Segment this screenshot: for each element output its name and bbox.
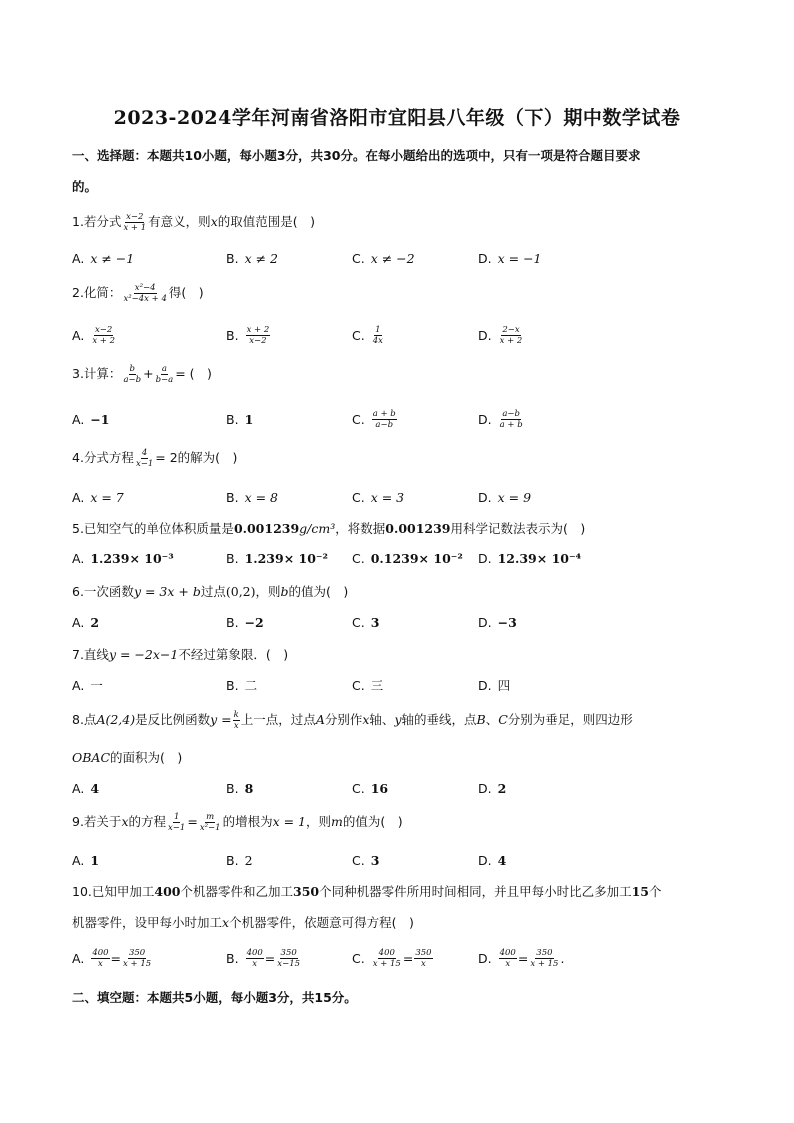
q9-eq: = [187,814,198,829]
q4-option-c[interactable] [352,484,404,510]
q6-options [72,609,732,635]
option-fraction-right [529,948,559,969]
q1-option-a[interactable] [72,245,134,271]
frac-den: x [421,958,426,969]
q8-option-d[interactable] [478,775,506,801]
q10-options [72,945,732,971]
equals-sign: = [264,950,276,966]
frac-den: x [98,958,103,969]
q6-var: b [280,584,289,599]
q8-text-4: 分别作 [324,712,363,727]
q8-point: A(2,4) [96,712,136,727]
option-text: −1 [90,411,110,427]
section-fill-line1: 二、填空题：本题共5小题，每小题3分，共15分。 [72,990,357,1005]
q8-text-7: 分别为垂足，则四边形 [507,712,633,727]
option-text: 三 [370,678,384,693]
q10-text: 10.已知甲加工 [72,884,155,899]
q10-option-a[interactable] [72,945,153,971]
frac-num: 400 [92,947,109,958]
option-label: C. [352,489,365,505]
q8-expr: y = [210,712,232,727]
q3-options [72,406,732,432]
option-text: 0.1239× 10⁻² [370,550,463,566]
option-label: C. [352,852,365,868]
section-choice-line1: 一、选择题：本题共10小题，每小题3分，共30分。在每小题给出的选项中，只有一项是符合题目要求 [72,148,641,163]
option-label: C. [352,677,365,693]
q6-text-4: 的值为( ) [288,584,349,599]
option-label: D. [478,780,492,796]
option-text: 一 [90,678,103,693]
q5-option-d[interactable] [478,545,581,571]
q4-text: 4.分式方程 [72,450,134,465]
option-text: 4 [90,780,100,796]
q7-option-b[interactable] [226,672,257,698]
q9-expr: x = 1 [272,814,307,829]
option-label: C. [352,411,365,427]
q4-option-d[interactable] [478,484,531,510]
question-2 [72,283,732,304]
q1-option-d[interactable] [478,245,542,271]
question-9 [72,812,732,833]
q10-option-b[interactable] [226,945,302,971]
frac-den: x + 2 [92,335,116,346]
q10-text-5: 机器零件，设甲每小时加工 [72,915,223,930]
option-fraction [246,325,271,346]
frac-num: a [161,364,167,374]
section-choice-line2: 的。 [72,179,98,194]
frac-num: 350 [536,947,553,958]
option-text: 4 [497,852,507,868]
q8-text-8: 的面积为( ) [110,750,183,765]
q9-option-c[interactable] [352,847,379,873]
option-text: 1.239× 10⁻³ [90,550,174,566]
q3-text: 3.计算： [72,366,122,381]
option-text: 12.39× 10⁻⁴ [497,550,582,566]
option-label: A. [72,327,85,343]
option-fraction-right [276,948,301,969]
q8-option-b[interactable] [226,775,253,801]
frac-num: 2−x [502,324,520,335]
q8-shape: OBAC [72,750,111,765]
frac-den: x [505,958,511,969]
q10-num-2: 350 [293,884,320,899]
equals-sign: = [110,950,122,966]
option-fraction [91,325,116,346]
frac-num: 400 [246,947,263,958]
option-label: B. [226,780,239,796]
q3-text-2: = ( ) [175,366,212,381]
frac-den: a−b [375,419,394,430]
option-label: B. [226,852,239,868]
q10-text-4: 个 [649,884,662,899]
option-fraction-right [122,948,152,969]
option-text: 8 [244,780,254,796]
option-label: A. [72,950,85,966]
frac-num: m [206,812,215,822]
q2-options [72,322,732,348]
frac-num: a−b [502,408,520,419]
q5-text-2: ，将数据 [335,521,386,536]
option-text: 2 [90,614,100,630]
question-8-line2 [72,748,732,766]
frac-num: 350 [280,947,297,958]
equals-sign: = [517,950,529,966]
frac-den: 4x [372,335,383,346]
option-label: D. [478,852,492,868]
option-label: A. [72,677,85,693]
option-label: B. [226,411,239,427]
q3-fraction-1 [122,364,142,385]
frac-num: 400 [378,947,395,958]
frac-den: x−1 [135,459,154,469]
q2-option-a[interactable] [72,322,117,348]
q8-sep: 、 [485,712,499,727]
option-fraction-left [91,948,109,969]
q6-point: (0,2) [225,584,256,599]
option-label: A. [72,550,85,566]
q2-option-b[interactable] [226,322,271,348]
option-label: C. [352,614,365,630]
q9-fraction-2 [199,812,222,833]
option-text: 1 [90,852,100,868]
q7-option-a[interactable] [72,672,103,698]
q3-option-d[interactable] [478,406,525,432]
option-fraction-right [414,948,432,969]
q8-var-y: y [394,712,402,727]
question-5 [72,519,732,537]
frac-num: 350 [128,947,146,958]
option-label: A. [72,780,85,796]
q2-option-d[interactable] [478,322,524,348]
question-10-line2 [72,913,732,931]
q8-var-b: B [476,712,486,727]
q5-text-3: 用科学记数法表示为( ) [450,521,586,536]
q1-fraction [122,212,147,233]
q8-option-a[interactable] [72,775,99,801]
frac-num: 350 [415,947,432,958]
option-label: B. [226,250,239,266]
q9-var-m: m [331,814,343,829]
section-fill-heading [72,982,722,1013]
q1-frac-den: x + 1 [123,223,147,233]
option-text: −3 [497,614,517,630]
option-text: x = 7 [90,489,124,505]
option-label: C. [352,950,365,966]
q7-text-2: 不经过第象限．( ) [178,647,289,662]
q7-expr: y = −2x−1 [108,647,179,662]
option-label: D. [478,489,492,505]
q3-option-a[interactable] [72,406,109,432]
option-label: B. [226,950,239,966]
q10-text-6: 个机器零件，依题意可得方程( ) [229,915,414,930]
q9-option-a[interactable] [72,847,99,873]
option-label: B. [226,614,239,630]
q4-option-a[interactable] [72,484,124,510]
q3-option-b[interactable] [226,406,253,432]
question-3 [72,364,732,385]
option-label: D. [478,550,492,566]
option-label: D. [478,677,492,693]
frac-num: x + 2 [246,324,270,335]
frac-num: x−2 [95,324,113,335]
equals-sign: = [402,950,414,966]
q9-text-5: 的值为( ) [342,814,403,829]
option-label: C. [352,550,365,566]
q10-num-3: 15 [631,884,650,899]
q9-option-b[interactable] [226,847,253,873]
option-fraction-left [246,948,264,969]
question-7 [72,645,732,663]
q4-text-2: = 2的解为( ) [155,450,238,465]
q10-option-c[interactable] [352,945,434,971]
q1-frac-num: x−2 [126,212,144,222]
q1-option-c[interactable] [352,245,415,271]
frac-den: x + 15 [530,958,559,969]
frac-num: b [129,364,135,374]
q4-option-b[interactable] [226,484,278,510]
q5-option-c[interactable] [352,545,463,571]
q6-expr: y = 3x + b [133,584,201,599]
option-label: A. [72,614,85,630]
page-title: 2023-2024学年河南省洛阳市宜阳县八年级（下）期中数学试卷 [113,107,681,129]
frac-num: a + b [372,408,396,419]
q9-text-4: ，则 [306,814,332,829]
option-text: x = 8 [244,489,278,505]
q6-option-a[interactable] [72,609,99,635]
q4-options [72,484,732,510]
q6-option-b[interactable] [226,609,264,635]
q3-plus: + [143,366,154,381]
option-text: x ≠ −1 [90,250,135,266]
q10-option-d[interactable] [478,945,564,971]
q1-text: 1.若分式 [72,214,122,229]
option-fraction [372,409,397,430]
frac-den: x [252,958,258,969]
option-label: C. [352,780,365,796]
option-label: B. [226,327,239,343]
q9-text: 9.若关于 [72,814,122,829]
option-label: B. [226,677,239,693]
q8-text-6: 轴的垂线，点 [401,712,477,727]
q3-fraction-2 [155,364,175,385]
q9-text-2: 的方程 [128,814,167,829]
frac-den: x [233,721,239,731]
q9-var: x [121,814,129,829]
q7-option-c[interactable] [352,672,383,698]
option-fraction-left [372,948,402,969]
option-label: A. [72,852,85,868]
option-label: D. [478,950,492,966]
frac-den: x−15 [277,958,301,969]
q6-option-d[interactable] [478,609,517,635]
q5-text: 5.已知空气的单位体积质量是 [72,521,234,536]
question-8 [72,710,732,731]
q6-option-c[interactable] [352,609,379,635]
option-text: 3 [370,614,380,630]
option-label: D. [478,411,492,427]
option-label: D. [478,614,492,630]
option-label: B. [226,550,239,566]
q2-text-2: 得( ) [168,285,204,300]
q6-text-3: ，则 [255,584,281,599]
q7-options [72,672,732,698]
q1-text-2: 有意义，则 [148,214,211,229]
frac-den: x + 15 [123,958,152,969]
frac-num: 1 [173,812,180,822]
option-text: 3 [370,852,380,868]
q8-var-x: x [362,712,370,727]
option-text: −2 [244,614,264,630]
q8-text-2: 是反比例函数 [135,712,211,727]
q5-option-b[interactable] [226,545,328,571]
q2-fraction [122,283,167,304]
q5-options [72,545,732,571]
option-label: B. [226,489,239,505]
section-choice-heading [72,140,722,202]
option-label: D. [478,327,492,343]
q5-unit: g/cm³ [299,521,336,536]
frac-den: a + b [499,419,523,430]
option-text: 16 [370,780,389,796]
q10-text-3: 个同种机器零件所用时间相同，并且甲每小时比乙多加工 [319,884,632,899]
q6-text-2: 过点 [200,584,226,599]
option-label: A. [72,489,85,505]
question-10 [72,882,732,900]
q10-text-2: 个机器零件和乙加工 [180,884,293,899]
q9-text-3: 的增根为 [222,814,273,829]
q1-options [72,245,732,271]
option-label: A. [72,411,85,427]
option-label: C. [352,327,365,343]
frac-num: k [233,710,239,720]
q8-var-a: A [315,712,325,727]
option-text: 二 [244,678,258,693]
q2-frac-den: x²−4x + 4 [123,294,167,304]
q7-text: 7.直线 [72,647,109,662]
question-1 [72,212,732,233]
frac-num: 4 [141,448,148,458]
q8-text-5: 轴、 [369,712,395,727]
q1-option-b[interactable] [226,245,278,271]
frac-den: x−2 [249,335,267,346]
option-fraction [499,409,524,430]
q5-value: 0.001239 [233,521,300,536]
q9-fraction-1 [167,812,186,833]
q1-var: x [210,214,218,229]
q6-text: 6.一次函数 [72,584,134,599]
frac-den: x + 15 [372,958,401,969]
option-text: 2 [244,852,253,868]
q8-option-c[interactable] [352,775,388,801]
frac-den: a−b [123,375,142,385]
q9-option-d[interactable] [478,847,506,873]
q2-text: 2.化简： [72,285,122,300]
option-label: C. [352,250,365,266]
option-text: 2 [497,780,507,796]
question-6 [72,582,732,600]
option-text: x = 9 [497,489,532,505]
q10-var: x [222,915,230,930]
option-text: x = −1 [497,250,542,266]
q8-options [72,775,732,801]
q2-frac-num: x²−4 [134,283,156,293]
q10-num-1: 400 [154,884,181,899]
frac-den: x + 2 [499,335,523,346]
frac-den: x²−1 [199,823,221,833]
q8-var-c: C [498,712,508,727]
option-text: 1 [244,411,254,427]
option-text: x ≠ 2 [244,250,278,266]
frac-den: b−a [155,375,174,385]
option-label: A. [72,250,85,266]
option-label: D. [478,250,492,266]
option-text: 四 [497,678,511,693]
q8-text: 8.点 [72,712,97,727]
frac-den: x−1 [168,823,186,833]
option-tail: . [560,950,565,966]
q3-option-c[interactable] [352,406,398,432]
q8-text-3: 上一点，过点 [240,712,316,727]
q7-option-d[interactable] [478,672,510,698]
option-fraction [372,325,384,346]
q5-value-2: 0.001239 [385,521,451,536]
option-text: x = 3 [370,489,405,505]
q8-fraction [233,710,240,731]
option-fraction-left [499,948,517,969]
q1-text-3: 的取值范围是( ) [217,214,316,229]
option-text: 1.239× 10⁻² [244,550,328,566]
option-fraction [499,325,524,346]
q5-option-a[interactable] [72,545,174,571]
q4-fraction [135,448,154,469]
q2-option-c[interactable] [352,322,385,348]
q9-options [72,847,732,873]
option-text: x ≠ −2 [370,250,415,266]
frac-num: 400 [499,947,516,958]
frac-num: 1 [375,324,381,335]
question-4 [72,448,732,469]
